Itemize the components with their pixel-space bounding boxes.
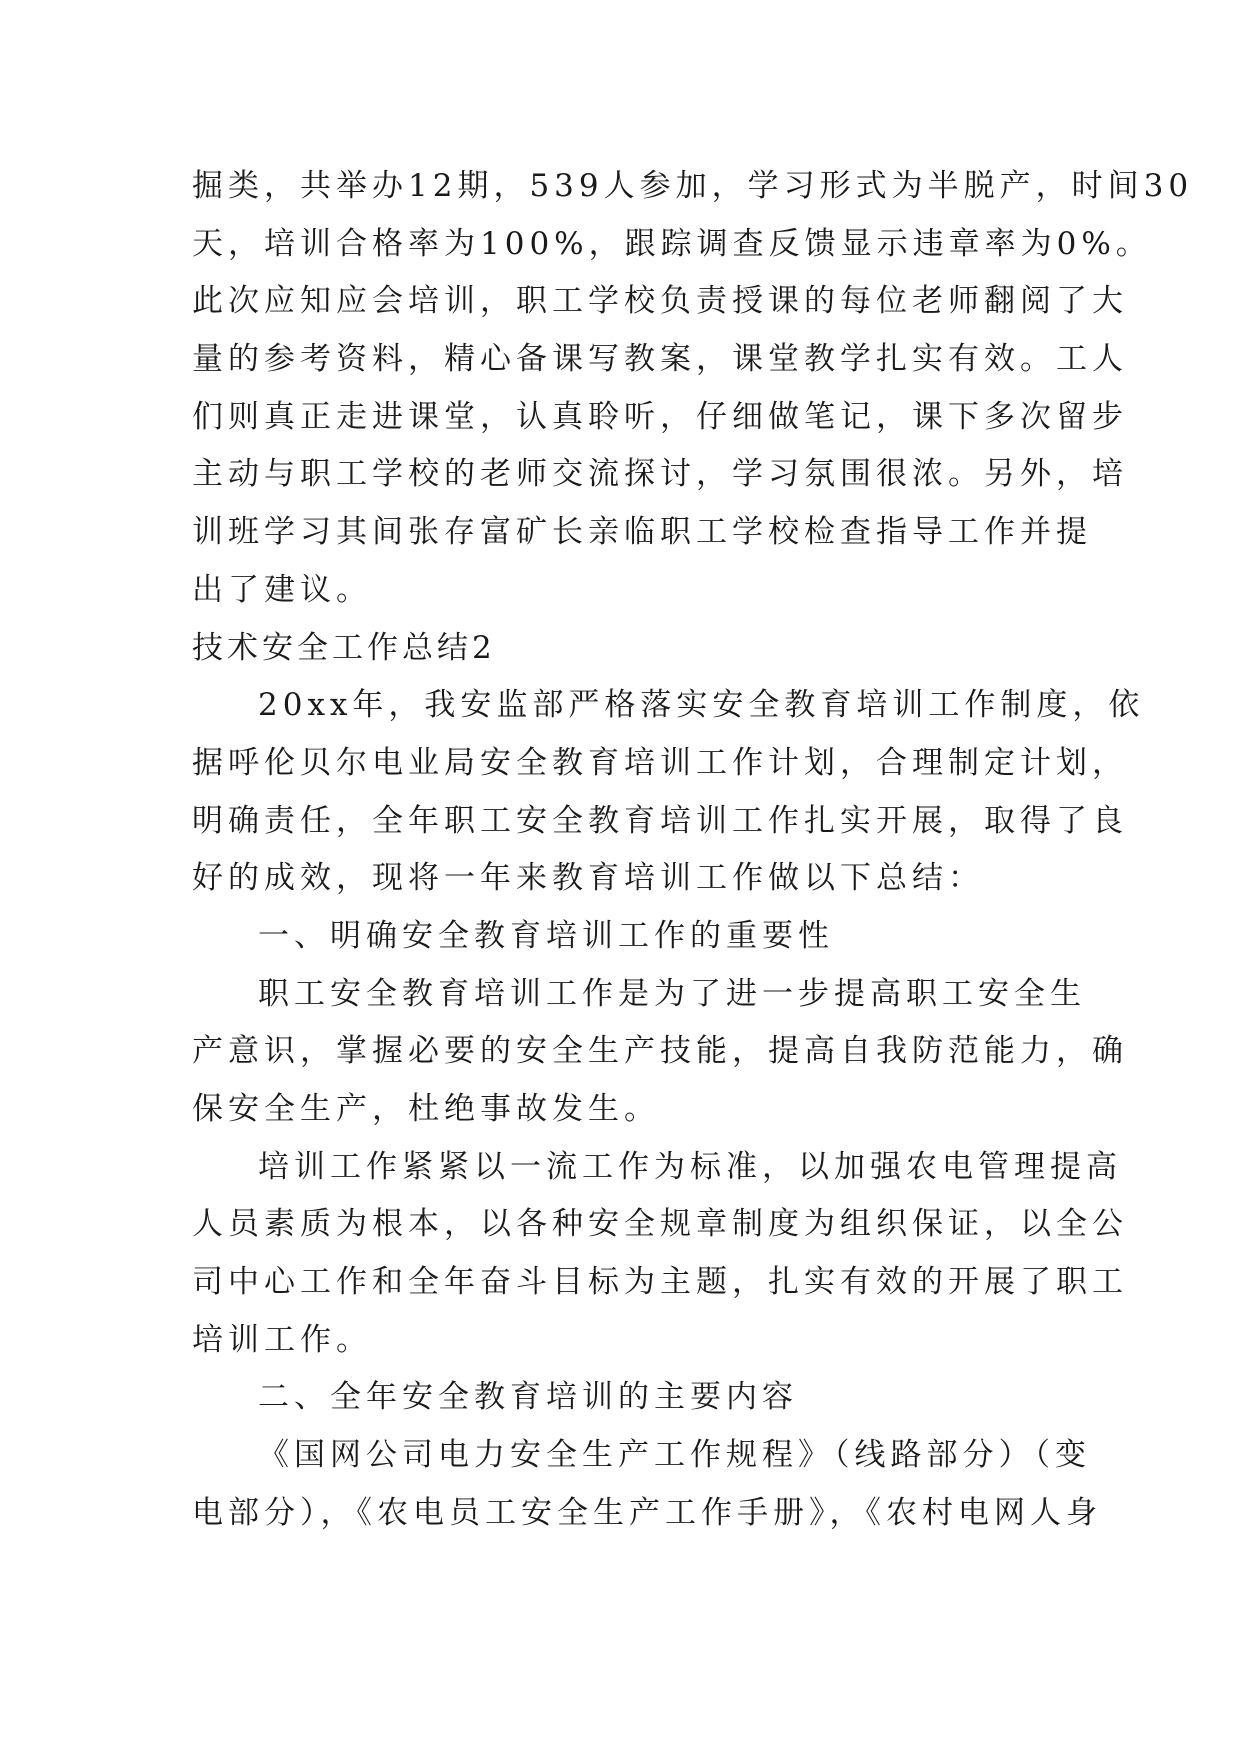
subsection-heading: 一、明确安全教育培训工作的重要性 (258, 917, 834, 954)
paragraph-last-line: 好的成效，现将一年来教育培训工作做以下总结： (192, 860, 984, 897)
subsection-heading: 二、全年安全教育培训的主要内容 (258, 1379, 798, 1416)
paragraph-line: 们则真正走进课堂，认真聆听，仔细做笔记，课下多次留步 (192, 398, 1128, 435)
paragraph-line: 人员素质为根本，以各种安全规章制度为组织保证，以全公 (192, 1206, 1128, 1243)
paragraph-first-line: 20xx年，我安监部严格落实安全教育培训工作制度，依 (258, 687, 1145, 724)
paragraph-line: 据呼伦贝尔电业局安全教育培训工作计划，合理制定计划， (192, 744, 1128, 781)
paragraph-line: 电部分），《农电员工安全生产工作手册》，《农村电网人身 (192, 1494, 1102, 1531)
paragraph-line: 此次应知应会培训，职工学校负责授课的每位老师翻阅了大 (192, 283, 1128, 320)
paragraph-last-line: 培训工作。 (192, 1321, 372, 1358)
paragraph-last-line: 天，培训合格率为100%，跟踪调查反馈显示违章率为0%。 (192, 225, 1152, 262)
paragraph-last-line: 保安全生产，杜绝事故发生。 (192, 1091, 660, 1127)
paragraph-line: 掘类，共举办12期，539人参加，学习形式为半脱产，时间30 (192, 168, 1194, 204)
paragraph-first-line: 《国网公司电力安全生产工作规程》（线路部分）（变 (258, 1437, 1091, 1474)
paragraph-line: 训班学习其间张存富矿长亲临职工学校检查指导工作并提 (192, 514, 1092, 551)
paragraph-line: 产意识，掌握必要的安全生产技能，提高自我防范能力，确 (192, 1033, 1128, 1070)
paragraph-line: 明确责任，全年职工安全教育培训工作扎实开展，取得了良 (192, 802, 1128, 839)
paragraph-line: 量的参考资料，精心备课写教案，课堂教学扎实有效。工人 (192, 341, 1128, 378)
paragraph-line: 主动与职工学校的老师交流探讨，学习氛围很浓。另外，培 (192, 456, 1128, 493)
document-body (192, 158, 1194, 1543)
section-title: 技术安全工作总结2 (192, 629, 496, 666)
paragraph-last-line: 出了建议。 (192, 571, 372, 608)
paragraph-first-line: 职工安全教育培训工作是为了进一步提高职工安全生 (258, 975, 1086, 1012)
paragraph-line: 司中心工作和全年奋斗目标为主题，扎实有效的开展了职工 (192, 1264, 1128, 1301)
paragraph-first-line: 培训工作紧紧以一流工作为标准，以加强农电管理提高 (258, 1148, 1122, 1185)
